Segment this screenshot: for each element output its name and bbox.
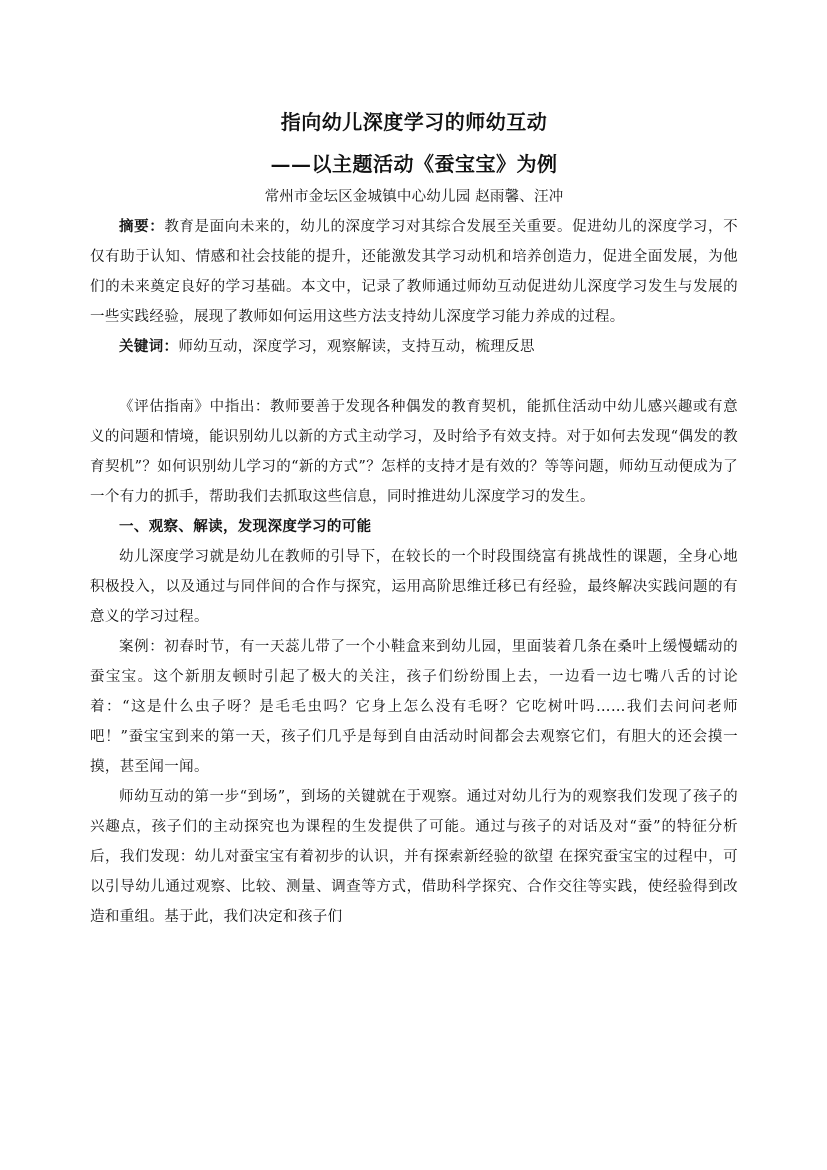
section-paragraph-analysis: 师幼互动的第一步“到场”，到场的关键就在于观察。通过对幼儿行为的观察我们发现了孩子的兴趣点，孩子们的主动探究也为课程的生发提供了可能。通过与孩子的对话及对“蚕”的特征分析后，我们发现：幼儿对蚕宝宝有着初步的认识，并有探索新经验的欲望 在探究蚕宝宝的过程中，可以引导幼儿通过观察、比较、测量、调查等方式，借助科学探究、合作交往等实践，使经验得到改造和重组。基于此，我们决定和孩子们: [90, 789, 738, 925]
author-line: 常州市金坛区金城镇中心幼儿园 赵雨馨、汪冲: [264, 189, 564, 205]
blank-line: [90, 362, 738, 392]
section-heading: 一、观察、解读，发现深度学习的可能: [119, 518, 372, 535]
abstract-label: 摘要：: [119, 218, 165, 235]
document-subtitle: ——以主题活动《蚕宝宝》为例: [270, 152, 558, 176]
keywords-text: 师幼互动，深度学习，观察解读，支持互动，梳理反思: [178, 339, 535, 355]
document-title: 指向幼儿深度学习的师幼互动: [280, 110, 548, 134]
section-paragraph-definition: 幼儿深度学习就是幼儿在教师的引导下，在较长的一个时段围绕富有挑战性的课题，全身心地积极投入，以及通过与同伴间的合作与探究，运用高阶思维迁移已有经验，最终解决实践问题的有意义的学习过程。: [90, 549, 738, 625]
intro-paragraph: 《评估指南》中指出：教师要善于发现各种偶发的教育契机，能抓住活动中幼儿感兴趣或有意义的问题和情境，能识别幼儿以新的方式主动学习，及时给予有效支持。对于如何去发现“偶发的教育契机”？如何识别幼儿学习的“新的方式”？怎样的支持才是有效的？等等问题，师幼互动便成为了一个有力的抓手，帮助我们去抓取这些信息，同时推进幼儿深度学习的发生。: [90, 399, 738, 505]
keywords-label: 关键词：: [119, 338, 179, 355]
document-body: [90, 104, 738, 932]
section-paragraph-case: 案例：初春时节，有一天蕊儿带了一个小鞋盒来到幼儿园，里面装着几条在桑叶上缓慢蠕动的蚕宝宝。这个新朋友顿时引起了极大的关注，孩子们纷纷围上去，一边看一边七嘴八舌的讨论着：“这是什么虫子呀？是毛毛虫吗？它身上怎么没有毛呀？它吃树叶吗……我们去问问老师吧！”蚕宝宝到来的第一天，孩子们几乎是每到自由活动时间都会去观察它们，有胆大的还会摸一摸，甚至闻一闻。: [90, 639, 738, 775]
abstract-text: 教育是面向未来的，幼儿的深度学习对其综合发展至关重要。促进幼儿的深度学习，不仅有助于认知、情感和社会技能的提升，还能激发其学习动机和培养创造力，促进全面发展，为他们的未来奠定良好的学习基础。本文中，记录了教师通过师幼互动促进幼儿深度学习发生与发展的一些实践经验，展现了教师如何运用这些方法支持幼儿深度学习能力养成的过程。: [90, 219, 738, 325]
abstract-paragraph: [90, 212, 738, 332]
keywords-paragraph: [90, 332, 738, 362]
